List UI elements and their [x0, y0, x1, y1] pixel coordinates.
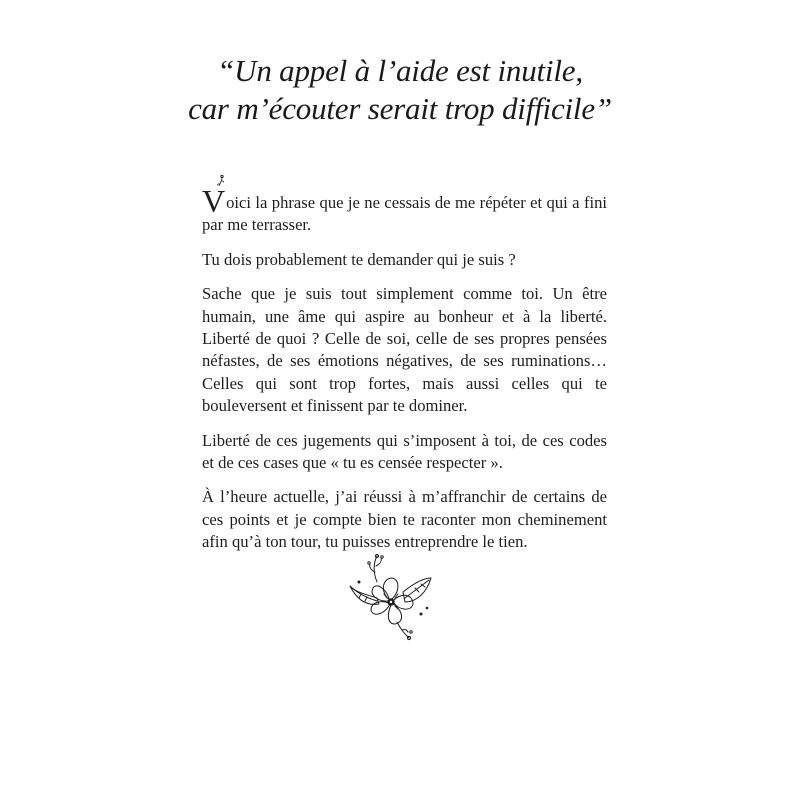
paragraph-3: Sache que je suis tout simplement comme toi. Un être humain, une âme qui aspire au bonheur et à la liberté. Liberté de quoi ? Celle de soi, celle de ses propres pensées néfastes, de ses émotions négatives, de ses ruminations… Celles qui sont trop fortes, mais aussi celles qui te bouleversent et finissent par te dominer. — [202, 284, 607, 416]
paragraph-4: Liberté de ces jugements qui s’imposent à toi, de ces codes et de ces cases que « tu es censée respecter ». — [202, 430, 607, 473]
paragraph-1 — [202, 183, 607, 237]
chapter-title-line-2: car m’écouter serait trop difficile” — [188, 91, 612, 126]
paragraph-5: À l’heure actuelle, j’ai réussi à m’affranchir de certains de ces points et je compte bien te raconter mon cheminement afin qu’à ton tour, tu puisses entreprendre le tien. — [202, 487, 607, 552]
paragraph-2: Tu dois probablement te demander qui je suis ? — [202, 249, 516, 269]
drop-cap-letter: V — [202, 183, 226, 219]
paragraph-1-text: oici la phrase que je ne cessais de me répéter et qui a fini par me terrasser. — [202, 193, 607, 235]
chapter-title — [0, 52, 800, 128]
floral-ornament-icon — [347, 552, 433, 642]
chapter-body — [202, 183, 607, 566]
chapter-title-line-1: “Un appel à l’aide est inutile, — [217, 53, 583, 88]
